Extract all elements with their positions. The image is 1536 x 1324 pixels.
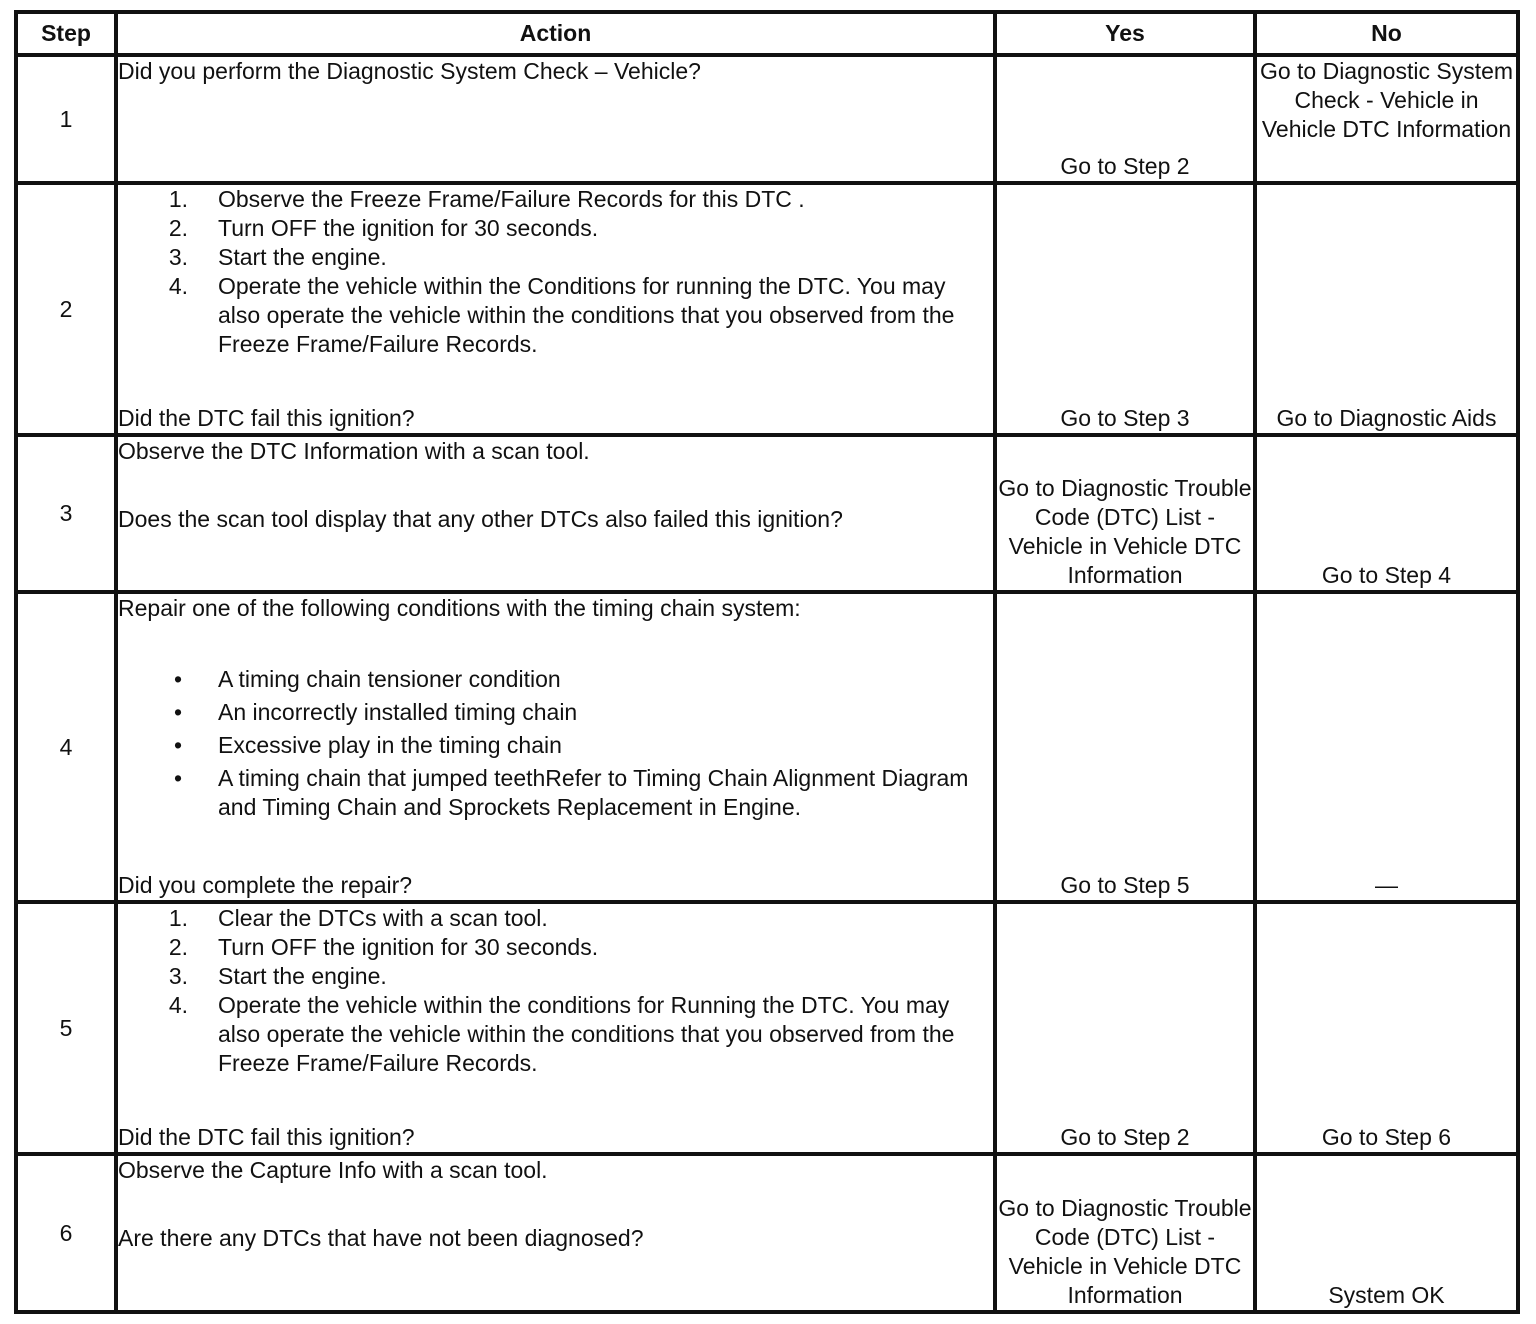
action-text: Repair one of the following conditions with the timing chain system: — [118, 595, 801, 621]
list-item: • A timing chain tensioner condition — [173, 666, 561, 692]
list-item: 3. Start the engine. — [168, 963, 387, 989]
header-row — [16, 12, 1518, 55]
numbered-list — [118, 904, 993, 1078]
yes-cell: Go to Step 5 — [995, 592, 1255, 902]
header-step: Step — [16, 12, 116, 55]
no-cell: — — [1255, 592, 1518, 902]
action-question: Are there any DTCs that have not been diagnosed? — [118, 1225, 644, 1251]
table-row — [16, 435, 1518, 592]
yes-cell: Go to Step 2 — [995, 902, 1255, 1154]
list-item: • Excessive play in the timing chain — [173, 732, 562, 758]
action-cell — [116, 592, 995, 902]
yes-cell: Go to Diagnostic Trouble Code (DTC) List - Vehicle in Vehicle DTC Information — [995, 1154, 1255, 1312]
table-row — [16, 183, 1518, 435]
diagnostic-table — [14, 10, 1520, 1314]
list-item: 2. Turn OFF the ignition for 30 seconds. — [168, 934, 599, 960]
list-item: 2. Turn OFF the ignition for 30 seconds. — [168, 215, 599, 241]
action-cell — [116, 902, 995, 1154]
action-cell — [116, 435, 995, 592]
step-number: 2 — [16, 183, 116, 435]
list-item: 3. Start the engine. — [168, 244, 387, 270]
yes-cell: Go to Step 2 — [995, 55, 1255, 183]
action-cell — [116, 1154, 995, 1312]
step-number: 5 — [16, 902, 116, 1154]
table-row — [16, 902, 1518, 1154]
action-text: Did you perform the Diagnostic System Check – Vehicle? — [118, 58, 701, 84]
list-item: 1. Clear the DTCs with a scan tool. — [168, 905, 548, 931]
no-cell: Go to Diagnostic Aids — [1255, 183, 1518, 435]
table-row — [16, 592, 1518, 902]
list-item: 4. Operate the vehicle within the Conditions for running the DTC. You may also operate the vehicle within the conditions that you observed from the Freeze Frame/Failure Records. — [168, 273, 955, 357]
no-cell: Go to Step 4 — [1255, 435, 1518, 592]
header-yes: Yes — [995, 12, 1255, 55]
step-number: 4 — [16, 592, 116, 902]
yes-cell: Go to Diagnostic Trouble Code (DTC) List - Vehicle in Vehicle DTC Information — [995, 435, 1255, 592]
step-number: 1 — [16, 55, 116, 183]
header-action: Action — [116, 12, 995, 55]
no-cell: System OK — [1255, 1154, 1518, 1312]
bullet-list — [118, 665, 993, 822]
no-cell: Go to Diagnostic System Check - Vehicle in Vehicle DTC Information — [1255, 55, 1518, 183]
yes-cell: Go to Step 3 — [995, 183, 1255, 435]
action-text: Observe the Capture Info with a scan tool. — [118, 1157, 548, 1183]
numbered-list — [118, 185, 993, 359]
header-no: No — [1255, 12, 1518, 55]
list-item: • A timing chain that jumped teethRefer to Timing Chain Alignment Diagram and Timing Chain and Sprockets Replacement in Engine. — [173, 765, 969, 820]
action-question: Did the DTC fail this ignition? — [118, 1124, 415, 1150]
no-cell: Go to Step 6 — [1255, 902, 1518, 1154]
action-question: Did the DTC fail this ignition? — [118, 405, 415, 431]
list-item: 1. Observe the Freeze Frame/Failure Records for this DTC . — [168, 186, 805, 212]
table-row — [16, 1154, 1518, 1312]
action-question: Does the scan tool display that any other DTCs also failed this ignition? — [118, 506, 843, 532]
action-cell — [116, 55, 995, 183]
action-cell — [116, 183, 995, 435]
table-row — [16, 55, 1518, 183]
step-number: 6 — [16, 1154, 116, 1312]
list-item: 4. Operate the vehicle within the conditions for Running the DTC. You may also operate the vehicle within the conditions that you observed from the Freeze Frame/Failure Records. — [168, 992, 955, 1076]
action-text: Observe the DTC Information with a scan tool. — [118, 438, 590, 464]
action-question: Did you complete the repair? — [118, 872, 413, 898]
list-item: • An incorrectly installed timing chain — [173, 699, 578, 725]
step-number: 3 — [16, 435, 116, 592]
